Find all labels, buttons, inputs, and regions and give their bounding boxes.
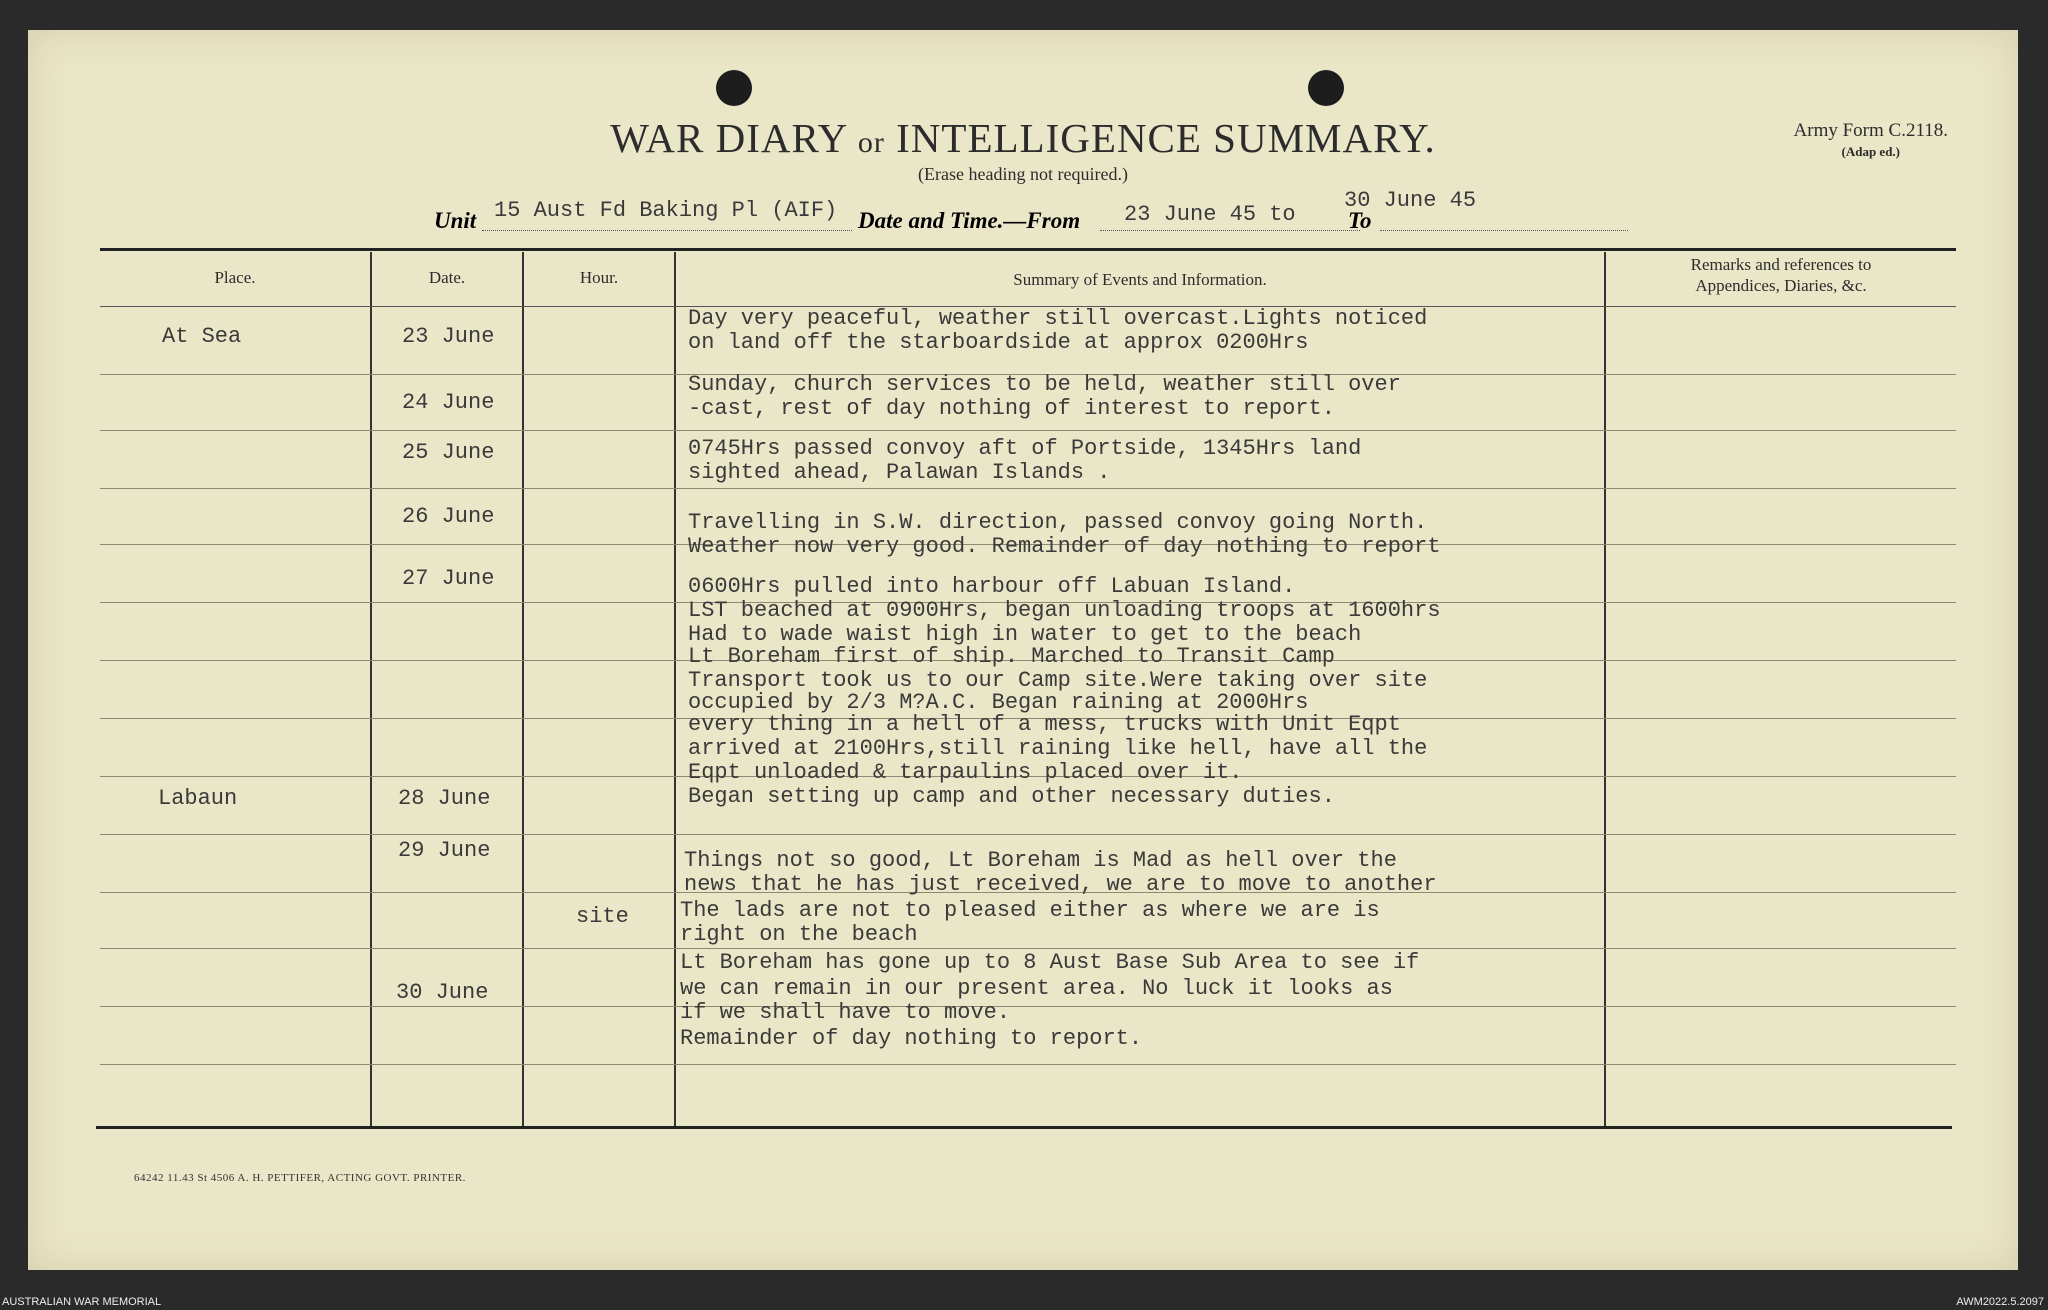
printer-imprint: 64242 11.43 St 4506 A. H. PETTIFER, ACTING GOVT. PRINTER. [134, 1172, 466, 1184]
army-form-number: Army Form C.2118. (Adap ed.) [1793, 120, 1948, 159]
header-summary: Summary of Events and Information. [1013, 270, 1267, 289]
date-entry: 28 June [398, 786, 491, 811]
place-entry: Labaun [158, 786, 238, 811]
summary-line: if we shall have to move. [680, 1000, 1011, 1025]
date-time-label: Date and Time.—From [858, 208, 1081, 233]
date-entry: 30 June [396, 980, 489, 1005]
summary-line: Sunday, church services to be held, weather still over [688, 372, 1401, 397]
punch-hole-left [716, 70, 752, 106]
credit-right: AWM2022.5.2097 [1956, 1296, 2044, 1308]
summary-line: Things not so good, Lt Boreham is Mad as hell over the [684, 848, 1397, 873]
diary-page [28, 30, 2018, 1270]
date-entry: 27 June [402, 566, 495, 591]
summary-line: The lads are not to pleased either as where we are is [680, 898, 1380, 923]
summary-line: Began setting up camp and other necessary duties. [688, 784, 1335, 809]
row-rule [100, 948, 1956, 949]
header-hour: Hour. [579, 268, 619, 287]
row-rule [100, 834, 1956, 835]
summary-line: Lt Boreham first of ship. Marched to Transit Camp [688, 644, 1335, 669]
from-value: 23 June 45 to [1124, 202, 1296, 227]
summary-line: Remainder of day nothing to report. [680, 1026, 1143, 1051]
erase-note: (Erase heading not required.) [918, 164, 1128, 184]
row-rule [100, 488, 1956, 489]
summary-line: every thing in a hell of a mess, trucks with Unit Eqpt [688, 712, 1401, 737]
col-divider-hour-summary [674, 252, 676, 1126]
date-entry: 25 June [402, 440, 495, 465]
row-rule [100, 1064, 1956, 1065]
date-entry: 24 June [402, 390, 495, 415]
row-rule [100, 1006, 1956, 1007]
row-rule [100, 430, 1956, 431]
summary-line: LST beached at 0900Hrs, began unloading troops at 1600hrs [688, 598, 1441, 623]
date-entry: 29 June [398, 838, 491, 863]
summary-line: 0745Hrs passed convoy aft of Portside, 1345Hrs land [688, 436, 1362, 461]
unit-value: 15 Aust Fd Baking Pl (AIF) [494, 198, 838, 223]
summary-line: Had to wade waist high in water to get to the beach [688, 622, 1362, 647]
col-divider-place-date [370, 252, 372, 1126]
table-bottom-border [96, 1126, 1952, 1129]
summary-line: Travelling in S.W. direction, passed convoy going North. [688, 510, 1428, 535]
place-entry: At Sea [162, 324, 242, 349]
summary-line: Day very peaceful, weather still overcast.Lights noticed [688, 306, 1428, 331]
header-date: Date. [428, 268, 466, 287]
summary-line: Transport took us to our Camp site.Were taking over site [688, 668, 1428, 693]
summary-line: occupied by 2/3 M?A.C. Began raining at 2000Hrs [688, 690, 1309, 715]
date-entry: 26 June [402, 504, 495, 529]
summary-line: 0600Hrs pulled into harbour off Labuan Island. [688, 574, 1296, 599]
col-divider-summary-remarks [1604, 252, 1606, 1126]
summary-line: right on the beach [680, 922, 918, 947]
to-label: To [1348, 208, 1372, 233]
header-remarks: Remarks and references to Appendices, Diaries, &c. [1690, 255, 1872, 295]
summary-line: Eqpt unloaded & tarpaulins placed over it. [688, 760, 1243, 785]
summary-line: on land off the starboardside at approx 0200Hrs [688, 330, 1309, 355]
summary-line: arrived at 2100Hrs,still raining like hell, have all the [688, 736, 1428, 761]
punch-hole-right [1308, 70, 1344, 106]
summary-line: news that he has just received, we are to move to another [684, 872, 1437, 897]
table-top-border [100, 248, 1956, 251]
col-divider-date-hour [522, 252, 524, 1126]
summary-line: Lt Boreham has gone up to 8 Aust Base Sub Area to see if [680, 950, 1420, 975]
to-value: 30 June 45 [1344, 188, 1477, 213]
date-entry: 23 June [402, 324, 495, 349]
credit-left: AUSTRALIAN WAR MEMORIAL [2, 1296, 162, 1308]
summary-line: sighted ahead, Palawan Islands . [688, 460, 1111, 485]
page-title: WAR DIARY or INTELLIGENCE SUMMARY. [610, 115, 1436, 161]
summary-line: -cast, rest of day nothing of interest to report. [688, 396, 1335, 421]
header-place: Place. [214, 268, 256, 287]
unit-label: Unit [434, 208, 477, 233]
hour-entry: site [576, 904, 629, 929]
summary-line: Weather now very good. Remainder of day nothing to report [688, 534, 1441, 559]
summary-line: we can remain in our present area. No luck it looks as [680, 976, 1393, 1001]
